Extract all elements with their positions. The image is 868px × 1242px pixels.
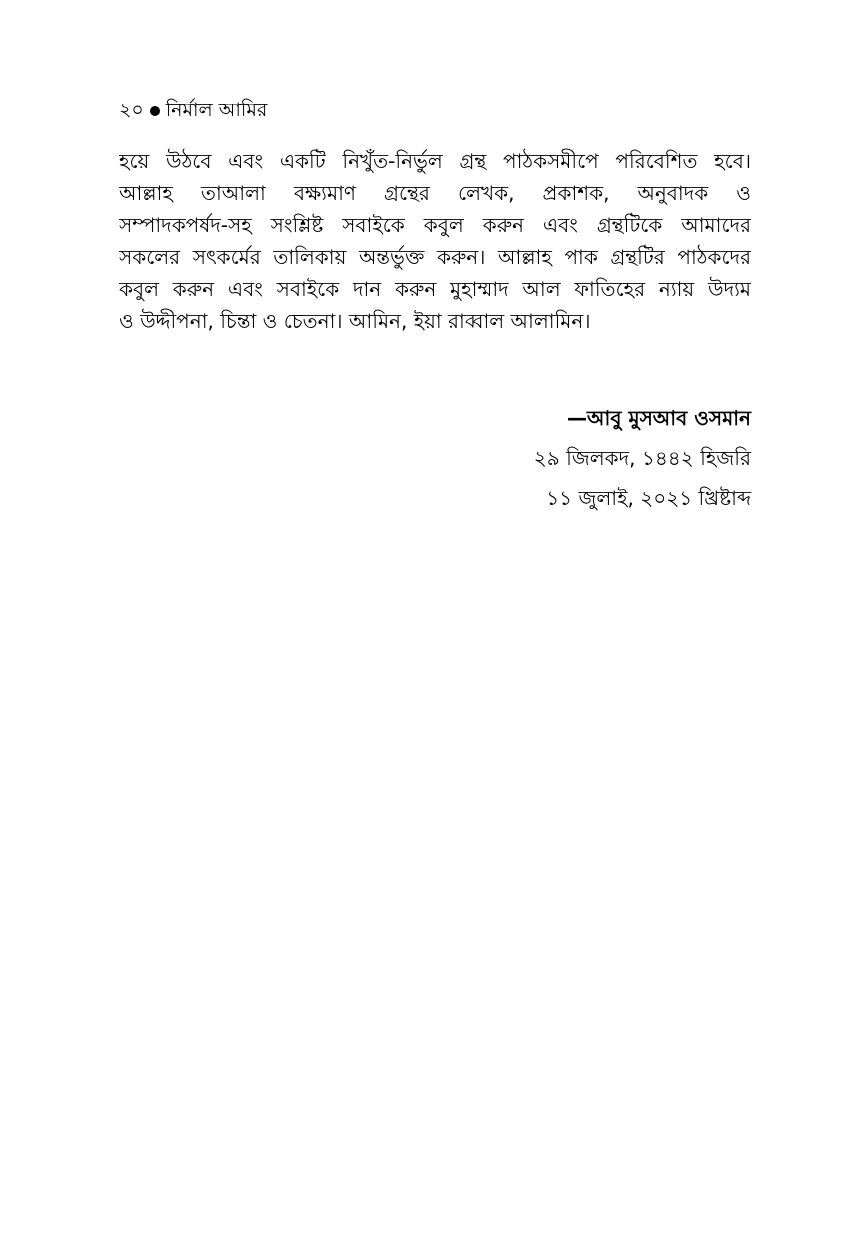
body-line-1: হয়ে উঠবে এবং একটি নিখুঁত-নির্ভুল গ্রন্থ পাঠকসমীপে পরিবেশিত হবে। xyxy=(119,149,751,173)
body-line-2: আল্লাহ তাআলা বক্ষ্যমাণ গ্রন্থের লেখক, প্রকাশক, অনুবাদক ও xyxy=(119,181,751,205)
signature-gregorian-date: ১১ জুলাই, ২০২১ খ্রিষ্টাব্দ xyxy=(546,486,751,510)
body-line-3: সম্পাদকপর্ষদ-সহ সংশ্লিষ্ট সবাইকে কবুল করুন এবং গ্রন্থটিকে আমাদের xyxy=(119,213,751,237)
body-paragraph xyxy=(119,145,751,337)
signature-author: —আবু মুসআব ওসমান xyxy=(567,406,751,430)
page-number: ২০ xyxy=(119,99,144,121)
body-line-5: কবুল করুন এবং সবাইকে দান করুন মুহাম্মাদ আল ফাতিহের ন্যায় উদ্যম xyxy=(119,277,751,301)
running-title: নির্মাল আমির xyxy=(165,99,268,121)
running-header xyxy=(119,97,267,123)
bullet-separator-icon xyxy=(150,106,160,116)
signature-hijri-date: ২৯ জিলকদ, ১৪৪২ হিজরি xyxy=(533,446,751,470)
body-line-4: সকলের সৎকর্মের তালিকায় অন্তর্ভুক্ত করুন। আল্লাহ পাক গ্রন্থটির পাঠকদের xyxy=(119,245,751,269)
body-line-6: ও উদ্দীপনা, চিন্তা ও চেতনা। আমিন, ইয়া রাব্বাল আলামিন। xyxy=(119,309,591,333)
signature-block xyxy=(534,398,751,518)
